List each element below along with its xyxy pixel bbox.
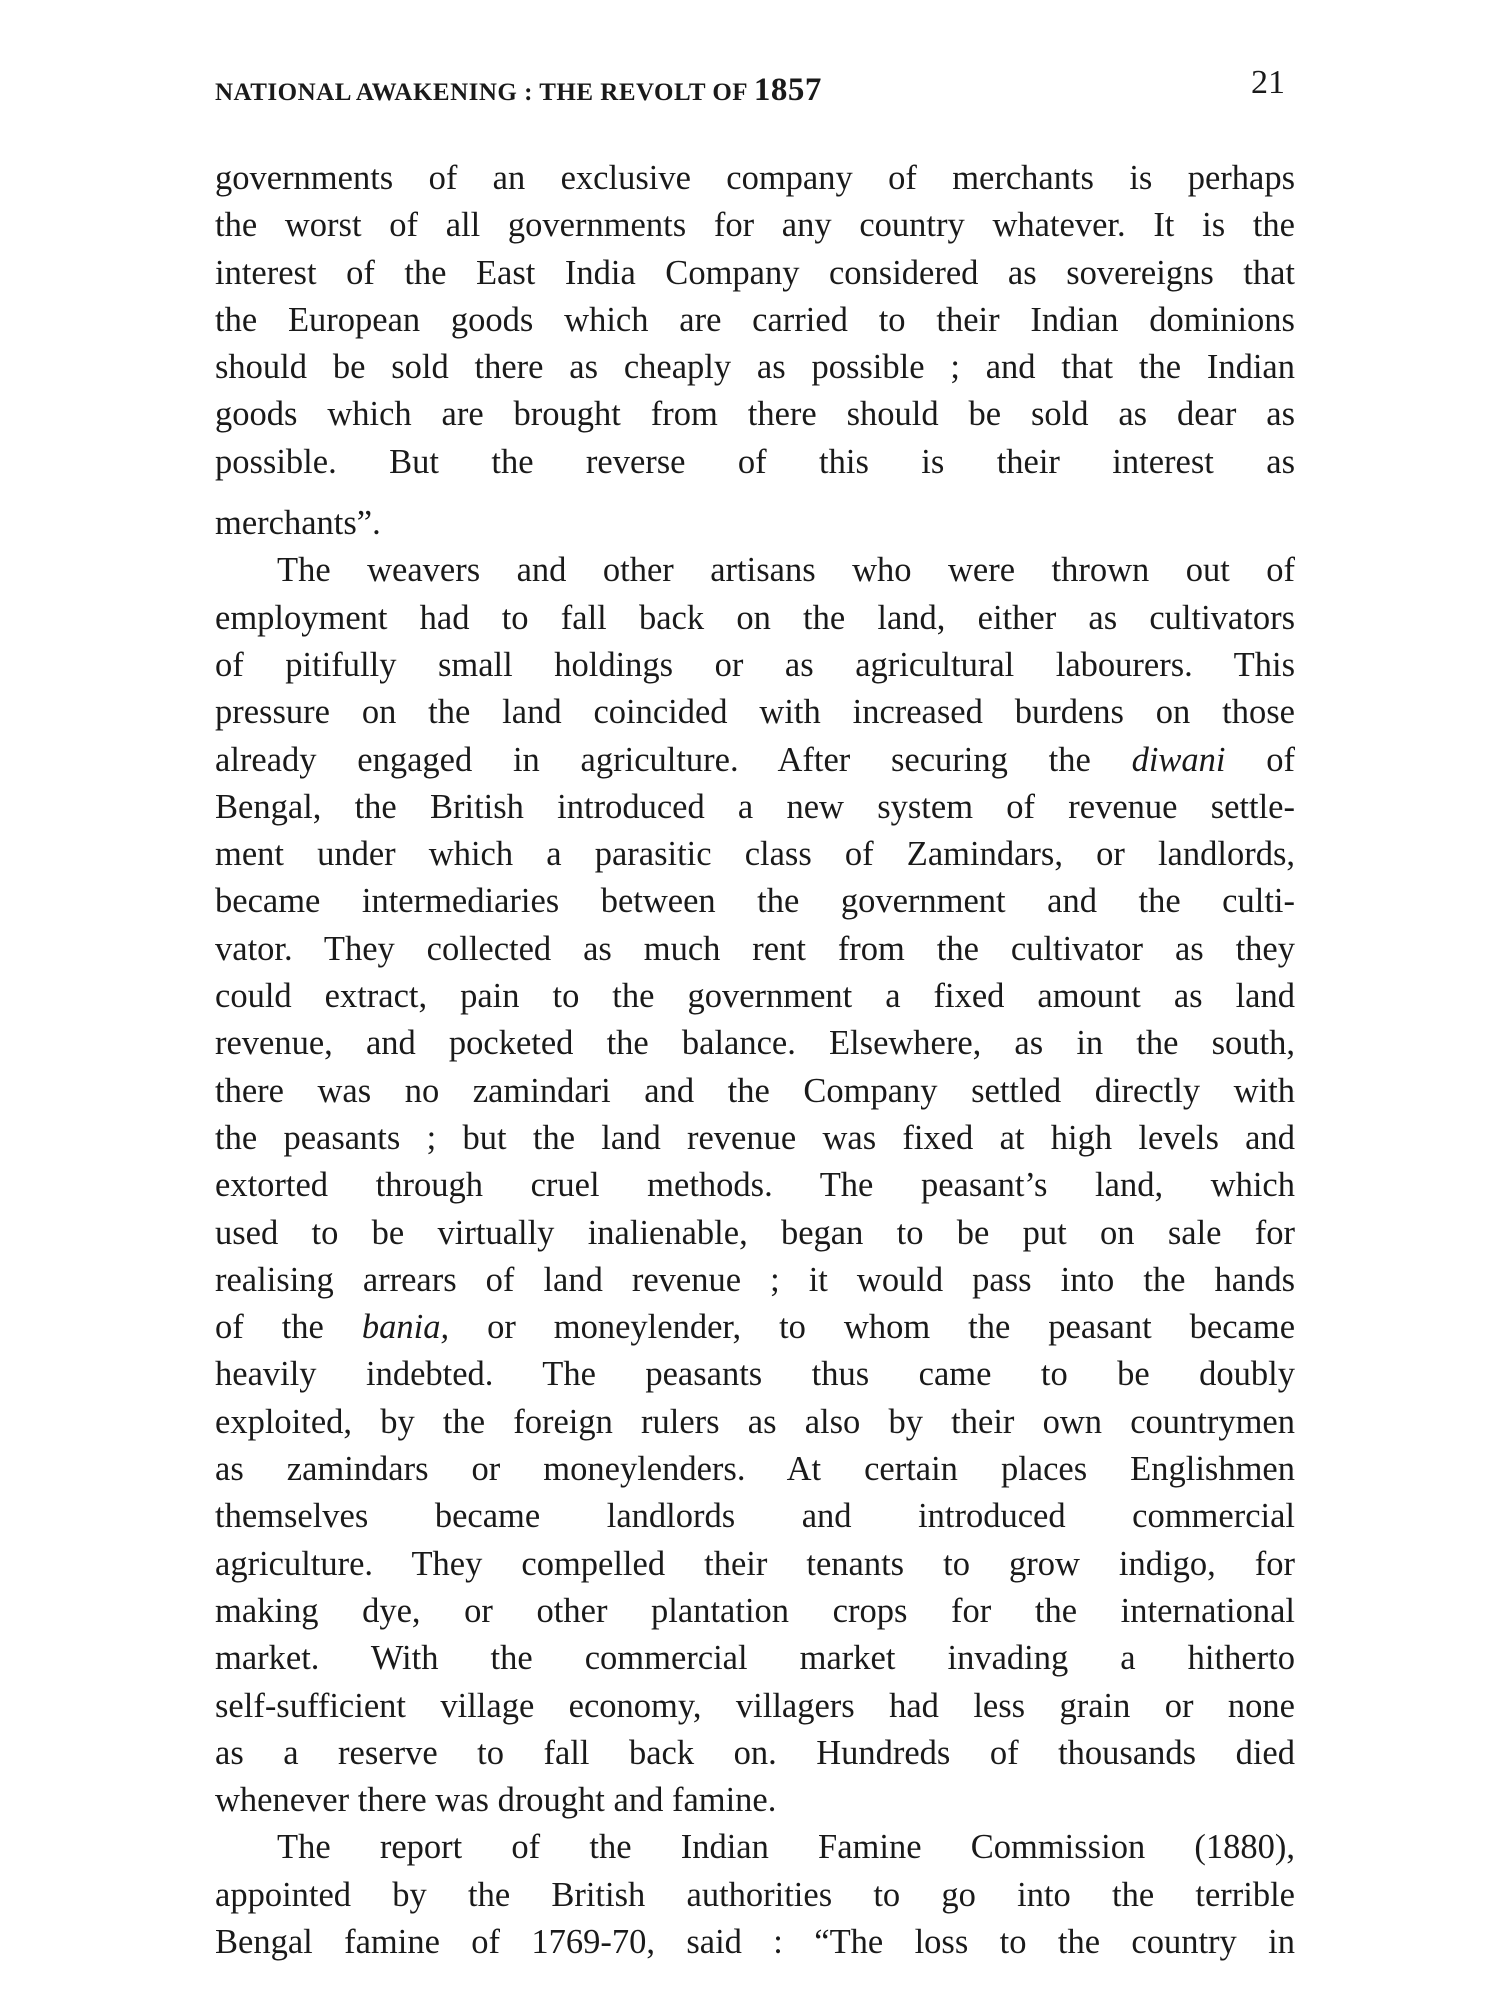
- running-head: [210, 60, 1300, 120]
- text-line: employment had to fall back on the land, either as cultivators: [215, 598, 1295, 637]
- book-page: [210, 60, 1300, 1960]
- body-text: [215, 155, 1295, 1966]
- text-line: became intermediaries between the government and the culti-: [215, 882, 1295, 921]
- text-line: governments of an exclusive company of merchants is perhaps: [215, 159, 1295, 197]
- running-title-text: NATIONAL AWAKENING : THE REVOLT OF: [215, 79, 748, 106]
- text-line: Bengal, the British introduced a new system of revenue settle-: [215, 787, 1295, 826]
- text-line: interest of the East India Company considered as sovereigns that: [215, 253, 1295, 292]
- text-line: used to be virtually inalienable, began to be put on sale for: [215, 1213, 1295, 1252]
- text-line: as a reserve to fall back on. Hundreds of thousands died: [215, 1733, 1295, 1772]
- text-line: appointed by the British authorities to go into the terrible: [215, 1875, 1295, 1914]
- text-segment: of: [1266, 740, 1296, 779]
- text-line: there was no zamindari and the Company settled directly with: [215, 1071, 1295, 1110]
- text-line: making dye, or other plantation crops for the international: [215, 1591, 1295, 1630]
- text-line: extorted through cruel methods. The peasant’s land, which: [215, 1166, 1295, 1205]
- text-line: agriculture. They compelled their tenants to grow indigo, for: [215, 1544, 1295, 1583]
- text-segment: of the: [215, 1308, 324, 1347]
- text-line: revenue, and pocketed the balance. Elsewhere, as in the south,: [215, 1024, 1295, 1063]
- text-line: realising arrears of land revenue ; it would pass into the hands: [215, 1260, 1295, 1299]
- text-line: themselves became landlords and introduced commercial: [215, 1497, 1295, 1536]
- text-line: the European goods which are carried to their Indian dominions: [215, 300, 1295, 339]
- text-line: self-sufficient village economy, villagers had less grain or none: [215, 1686, 1295, 1725]
- text-line: ment under which a parasitic class of Zamindars, or landlords,: [215, 835, 1295, 874]
- text-segment: already engaged in agriculture. After securing the: [215, 740, 1091, 779]
- text-line: vator. They collected as much rent from the cultivator as they: [215, 929, 1295, 968]
- text-line: heavily indebted. The peasants thus came to be doubly: [215, 1355, 1295, 1394]
- paragraph-first-line: The report of the Indian Famine Commission (1880),: [277, 1828, 1295, 1867]
- italic-term-bania: bania,: [361, 1308, 450, 1347]
- text-line: could extract, pain to the government a fixed amount as land: [215, 977, 1295, 1016]
- text-line: whenever there was drought and famine.: [215, 1781, 777, 1820]
- running-title-year: 1857: [753, 72, 822, 108]
- italic-term-diwani: diwani: [1131, 740, 1226, 779]
- text-line: should be sold there as cheaply as possible ; and that the Indian: [215, 348, 1295, 387]
- text-line: possible. But the reverse of this is their interest as: [215, 442, 1295, 481]
- text-line: [215, 737, 1295, 784]
- running-title: [215, 72, 822, 109]
- text-segment: or moneylender, to whom the peasant became: [487, 1308, 1296, 1347]
- text-line: the peasants ; but the land revenue was fixed at high levels and: [215, 1118, 1295, 1157]
- text-line: of pitifully small holdings or as agricultural labourers. This: [215, 645, 1295, 684]
- text-line: [215, 1304, 1295, 1351]
- text-line: pressure on the land coincided with increased burdens on those: [215, 693, 1295, 732]
- text-line: goods which are brought from there should be sold as dear as: [215, 395, 1295, 434]
- text-line: market. With the commercial market invading a hitherto: [215, 1639, 1295, 1678]
- text-line: merchants”.: [215, 504, 381, 543]
- text-line: the worst of all governments for any country whatever. It is the: [215, 206, 1295, 245]
- text-line: Bengal famine of 1769-70, said : “The loss to the country in: [215, 1922, 1295, 1961]
- text-line: as zamindars or moneylenders. At certain places Englishmen: [215, 1450, 1295, 1489]
- paragraph-first-line: The weavers and other artisans who were thrown out of: [277, 551, 1295, 590]
- text-line: exploited, by the foreign rulers as also by their own countrymen: [215, 1402, 1295, 1441]
- page-number: 21: [1251, 64, 1285, 101]
